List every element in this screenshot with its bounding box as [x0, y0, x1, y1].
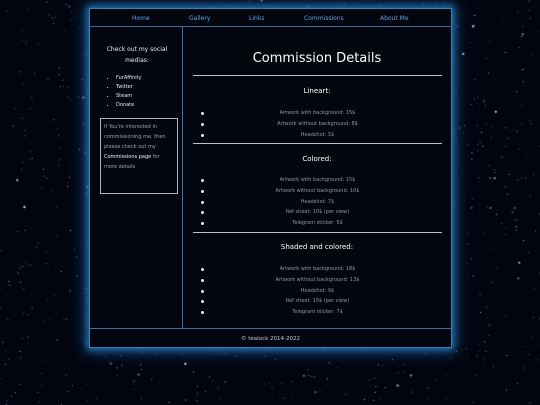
price-item [193, 286, 442, 297]
price-item-text: Artwork with background: 18$ [279, 266, 356, 272]
colored-price-list [193, 175, 442, 229]
sidebar [90, 27, 183, 328]
price-item [193, 175, 442, 186]
price-item-text: Telegram sticker: 7$ [292, 309, 343, 316]
notice-text-end: for more details [104, 154, 160, 170]
section-title-shaded-colored: Shaded and colored: [280, 243, 354, 251]
price-item [193, 119, 442, 130]
nav-links[interactable]: Links [249, 15, 265, 22]
bullet-icon [201, 279, 204, 282]
price-item [193, 296, 442, 307]
price-item-text: Artwork with background: 15$ [279, 177, 356, 183]
commissions-page-link[interactable]: Commissions page [104, 154, 152, 160]
price-item-text: Telegram sticker: 5$ [292, 220, 343, 227]
price-item [193, 264, 442, 275]
price-item [193, 207, 442, 218]
price-item [193, 108, 442, 119]
page-title: Commission Details [252, 51, 382, 66]
price-item-text: Artwork without background: 10$ [275, 187, 360, 194]
social-links-list [98, 74, 142, 110]
price-item [193, 307, 442, 318]
divider [193, 232, 442, 233]
divider [193, 143, 442, 144]
nav-home[interactable]: Home [132, 15, 150, 22]
footer [90, 328, 451, 348]
bullet-icon [201, 211, 204, 214]
bullet-icon [201, 201, 204, 204]
price-item [193, 275, 442, 286]
top-nav [90, 9, 451, 27]
section-title-colored: Colored: [302, 155, 332, 163]
social-heading: Check out my social medias: [106, 46, 168, 64]
nav-about-me[interactable]: About Me [380, 15, 409, 22]
price-item-text: Artwork with background: 15$ [279, 110, 356, 116]
social-link-twitter[interactable]: • Twitter [116, 83, 142, 92]
commission-notice-box [100, 118, 178, 194]
price-item-text: Headshot: 7$ [300, 198, 335, 205]
shaded-colored-price-list [193, 264, 442, 318]
bullet-icon [201, 290, 204, 293]
section-title-lineart: Lineart: [303, 87, 331, 95]
bullet-icon [201, 112, 204, 115]
price-item-text: Headshot: 5$ [300, 131, 335, 138]
bullet-icon [201, 134, 204, 137]
price-item-text: Headshot: 9$ [300, 287, 335, 294]
price-item-text: Ref sheet: 10$ (per view) [285, 209, 350, 216]
social-link-furaffinity[interactable]: • FurAffinity [116, 74, 142, 83]
copyright-text: © tealock 2014-2022 [241, 336, 300, 342]
price-item [193, 197, 442, 208]
bullet-icon [201, 222, 204, 225]
price-item [193, 218, 442, 229]
price-item [193, 130, 442, 141]
bullet-icon [201, 300, 204, 303]
nav-commissions[interactable]: Commissions [304, 15, 344, 22]
price-item-text: Artwork without background: 13$ [275, 276, 360, 283]
lineart-price-list [193, 108, 442, 140]
bullet-icon [201, 268, 204, 271]
divider [193, 75, 442, 76]
page-container [89, 8, 452, 348]
social-link-steam[interactable]: • Steam [116, 92, 142, 101]
price-item [193, 186, 442, 197]
bullet-icon [201, 311, 204, 314]
nav-gallery[interactable]: Gallery [189, 15, 211, 22]
price-item-text: Ref sheet: 15$ (per view) [285, 298, 350, 305]
notice-text: If You're interested in commissioning me, then please check out my [104, 124, 166, 150]
price-item-text: Artwork without background: 8$ [277, 120, 358, 127]
bullet-icon [201, 179, 204, 182]
main-content [183, 27, 451, 328]
bullet-icon [201, 123, 204, 126]
bullet-icon [201, 190, 204, 193]
social-link-donate[interactable]: • Donate [116, 101, 142, 110]
